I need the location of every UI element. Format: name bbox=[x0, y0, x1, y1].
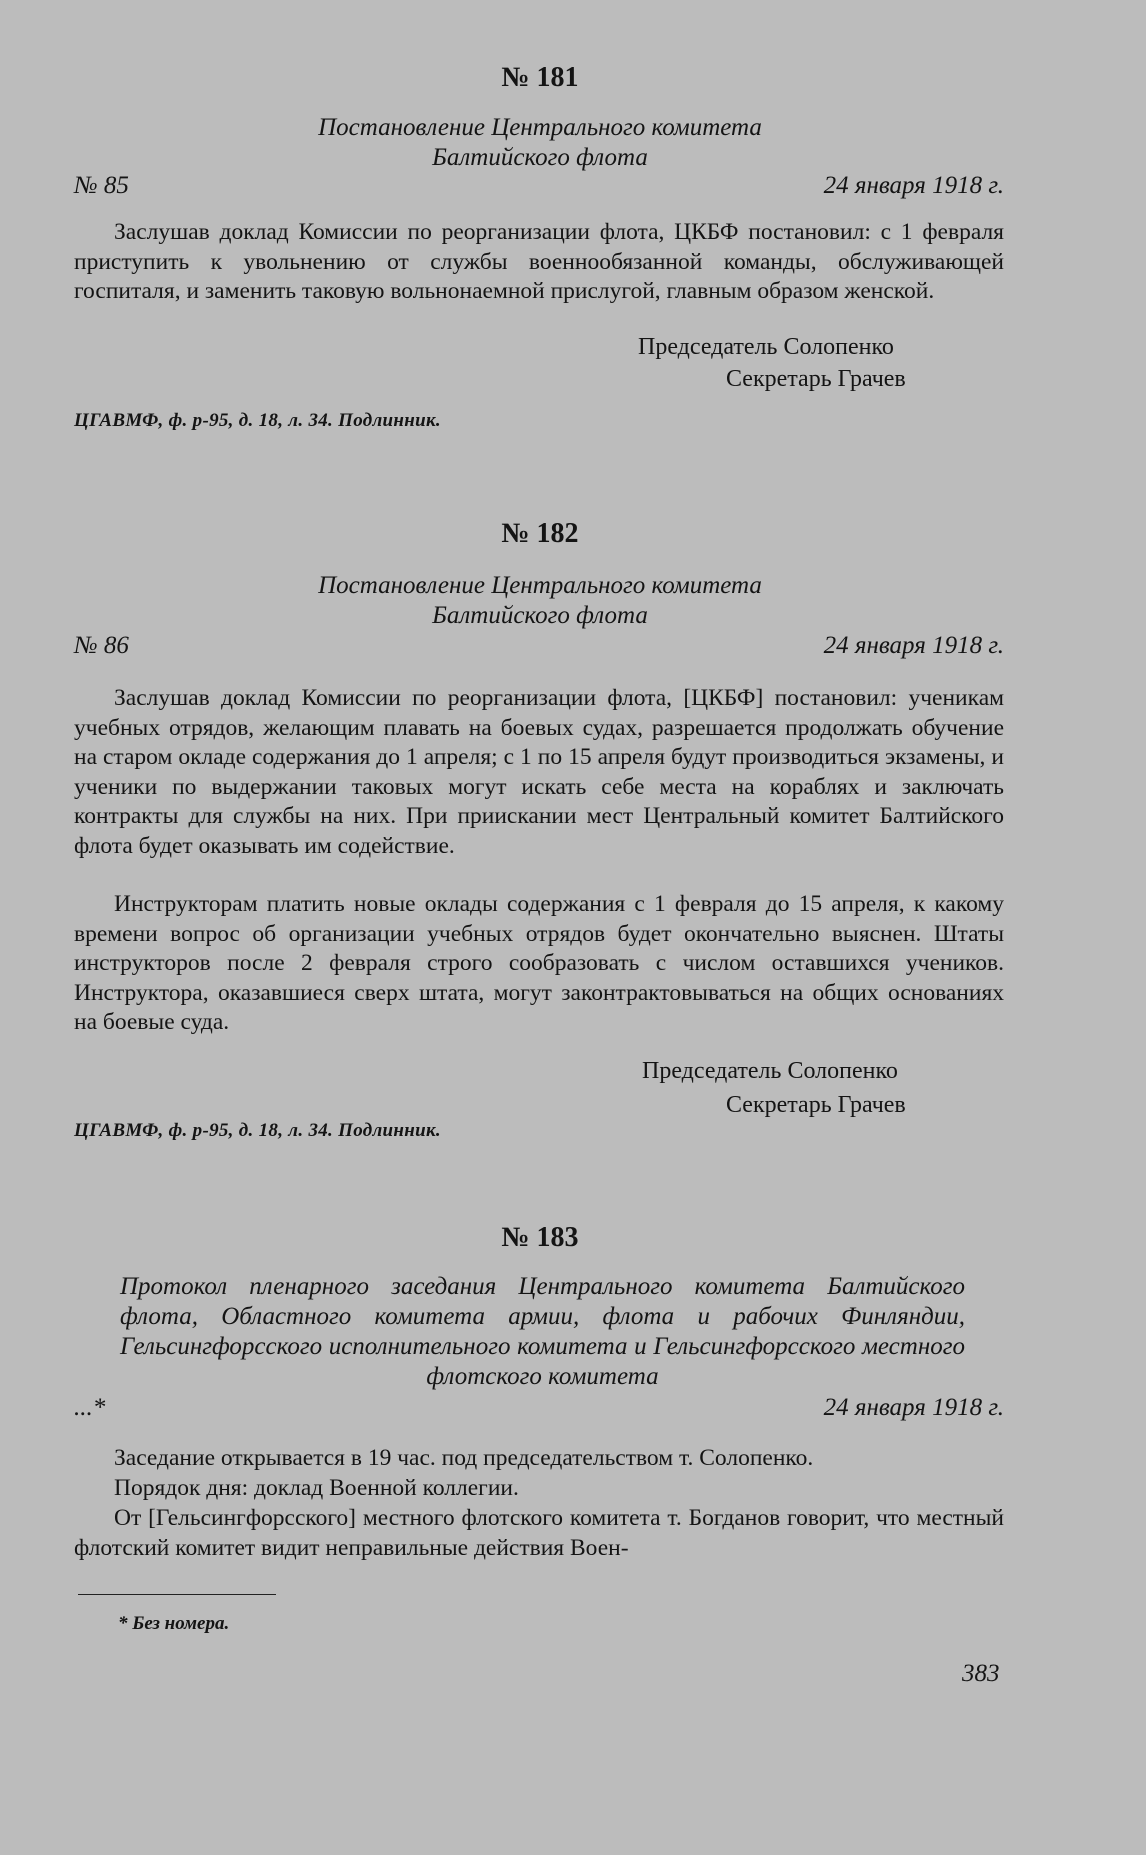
doc181-number-date bbox=[74, 172, 1004, 200]
footnote-divider bbox=[78, 1594, 276, 1595]
footnote: * Без номера. bbox=[118, 1613, 230, 1634]
doc182-title-line2: Балтийского флота bbox=[432, 602, 648, 629]
doc181-heading: № 181 bbox=[501, 62, 579, 93]
doc182-title-line1: Постановление Центрального комитета bbox=[318, 572, 762, 599]
doc183-body: От [Гельсингфорсского] местного флотского комитета т. Богданов говорит, что местный флотский комитет видит неправильные действия Воен- bbox=[74, 1505, 1004, 1561]
doc181-date: 24 января 1918 г. bbox=[823, 172, 1004, 199]
doc182-title bbox=[0, 571, 1080, 631]
doc182-heading: № 182 bbox=[501, 518, 579, 549]
doc183-line-1: Заседание открывается в 19 час. под председательством т. Солопенко. bbox=[114, 1445, 814, 1471]
doc181-archive-ref: ЦГАВМФ, ф. р-95, д. 18, л. 34. Подлинник. bbox=[74, 410, 441, 431]
doc181-title bbox=[0, 113, 1080, 173]
doc183-number: ...* bbox=[74, 1394, 106, 1421]
doc183-date: 24 января 1918 г. bbox=[823, 1394, 1004, 1421]
doc181-title-line1: Постановление Центрального комитета bbox=[318, 114, 762, 141]
doc182-body-paragraph-1: Заслушав доклад Комиссии по реорганизации флота, [ЦКБФ] постановил: ученикам учебных отрядов, желающим плавать на боевых судах, разрешается продолжать обучение на старом окладе содержания до 1 апреля; с 1 по 15 апреля будут производиться экзамены, и ученики по выдержании таковых могут искать себе места на кораблях и заключать контракты для службы на них. При приискании мест Центральный комитет Балтийского флота будет оказывать им содействие. bbox=[74, 685, 1004, 859]
doc182-number: № 86 bbox=[74, 632, 129, 659]
doc182-number-date bbox=[74, 632, 1004, 660]
doc182-chairman: Председатель Солопенко bbox=[642, 1058, 898, 1084]
doc183-line-2: Порядок дня: доклад Военной коллегии. bbox=[114, 1475, 519, 1501]
doc181-chairman: Председатель Солопенко bbox=[638, 334, 894, 360]
doc183-number-date bbox=[74, 1394, 1004, 1422]
doc182-date: 24 января 1918 г. bbox=[823, 632, 1004, 659]
doc182-secretary: Секретарь Грачев bbox=[726, 1092, 906, 1118]
doc183-heading: № 183 bbox=[501, 1222, 579, 1253]
doc183-title: Протокол пленарного заседания Центрального комитета Балтийского флота, Областного комитета армии, флота и рабочих Финляндии, Гельсингфорсского исполнительного комитета и Гельсингфорсского местного флотского комитета bbox=[120, 1273, 965, 1390]
doc182-archive-ref: ЦГАВМФ, ф. р-95, д. 18, л. 34. Подлинник. bbox=[74, 1120, 441, 1141]
doc181-secretary: Секретарь Грачев bbox=[726, 366, 906, 392]
page-number: 383 bbox=[962, 1660, 1000, 1687]
doc181-body: Заслушав доклад Комиссии по реорганизации флота, ЦКБФ постановил: с 1 февраля приступить к увольнению от службы военнообязанной команды, обслуживающей госпиталя, и заменить таковую вольнонаемной прислугой, главным образом женской. bbox=[74, 219, 1004, 304]
doc181-number: № 85 bbox=[74, 172, 129, 199]
doc182-body-paragraph-2: Инструкторам платить новые оклады содержания с 1 февраля до 15 апреля, к какому времени вопрос об организации учебных отрядов будет окончательно выяснен. Штаты инструкторов после 2 февраля строго сообразовать с числом оставшихся учеников. Инструктора, оказавшиеся сверх штата, могут законтрактовываться на общих основаниях на боевые суда. bbox=[74, 891, 1004, 1035]
doc181-title-line2: Балтийского флота bbox=[432, 144, 648, 171]
